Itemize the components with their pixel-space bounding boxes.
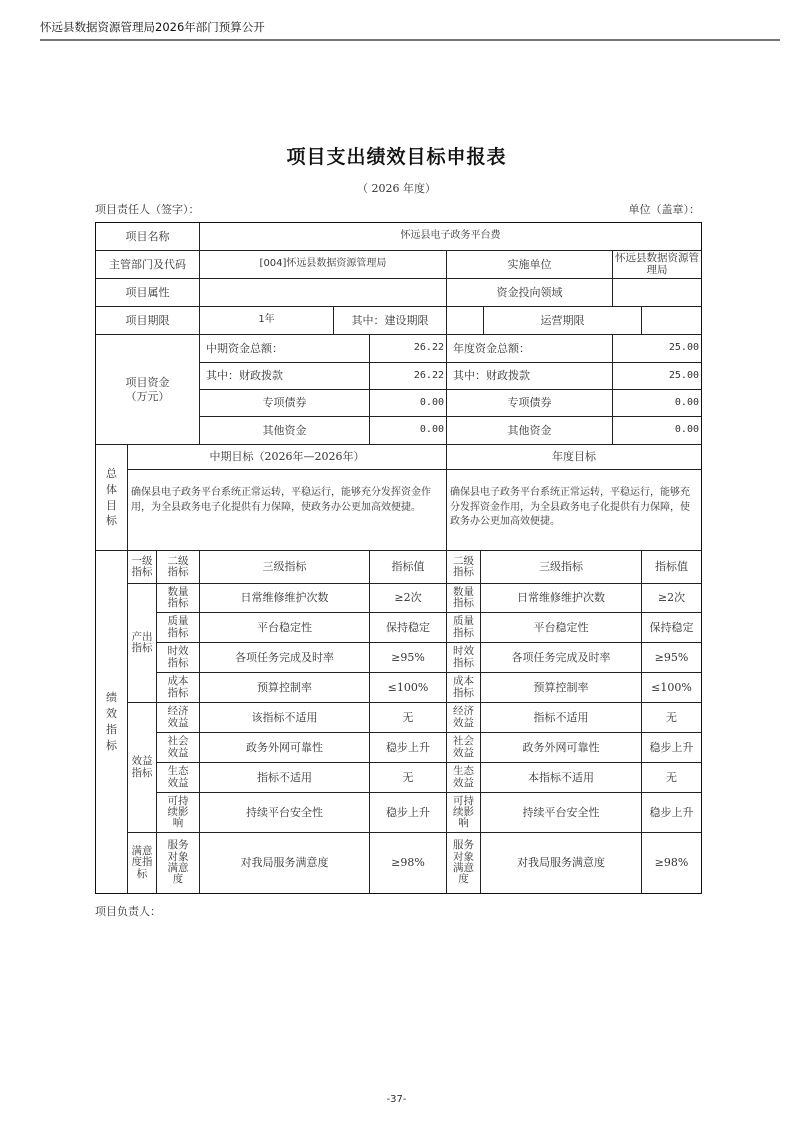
funds-mid-bond-value	[369, 389, 447, 417]
indicator-level3-text: 预算控制率	[257, 680, 312, 694]
indicator-value-text: ≥2次	[394, 591, 422, 605]
funds-year-other-value-text: 0.00	[674, 424, 699, 436]
indicator-value-text: 稳步上升	[386, 740, 430, 754]
indicator-value-annual-text: ≤100%	[651, 680, 692, 694]
form-title: 项目支出绩效目标申报表	[286, 146, 507, 168]
funds-year-fiscal-value	[612, 362, 702, 390]
level3-header-annual	[480, 550, 642, 584]
indicator-value-annual	[641, 792, 702, 833]
indicator-level3	[199, 732, 370, 763]
dept-label	[95, 250, 200, 279]
indicator-value-text: ≥98%	[391, 856, 425, 870]
indicator-level3-annual	[480, 832, 642, 894]
indicator-value-annual-text: 保持稳定	[649, 620, 694, 634]
funds-mid-total-value	[369, 334, 447, 363]
indicator-level3-annual	[480, 792, 642, 833]
indicator-value	[369, 612, 447, 643]
indicator-level3	[199, 612, 370, 643]
indicator-value-annual	[641, 832, 702, 894]
indicator-level2-annual	[446, 732, 481, 763]
impl-unit-value-text: 怀远县数据资源管理局	[615, 252, 699, 276]
funds-mid-total-label	[199, 334, 370, 363]
indicator-value-annual-text: ≥98%	[654, 856, 689, 870]
group-output-indicators-text: 产出 指标	[131, 630, 153, 654]
dept-value	[199, 250, 447, 279]
level2-header-text: 二级 指标	[167, 554, 189, 578]
indicator-level3-annual-text: 平台稳定性	[533, 620, 589, 634]
mid-term-goal-text	[127, 469, 447, 551]
funds-year-other-label-text: 其他资金	[507, 423, 552, 437]
indicator-level3	[199, 832, 370, 894]
performance-indicators-label	[95, 550, 128, 894]
impl-unit-value	[612, 250, 702, 279]
indicator-level2-annual	[446, 583, 481, 613]
project-name-label-text: 项目名称	[125, 229, 170, 243]
performance-indicators-label-text: 绩 效 指 标	[106, 691, 117, 752]
funds-year-other-label	[446, 416, 613, 445]
funds-year-total-value-text: 25.00	[668, 342, 699, 354]
funds-year-total-value	[612, 334, 702, 363]
period-value-text: 1年	[258, 314, 275, 326]
funds-label-text: 项目资金 （万元）	[125, 375, 170, 403]
funds-year-total-label	[446, 334, 613, 363]
indicator-value-text: 无	[402, 770, 414, 784]
indicator-level3-annual	[480, 672, 642, 703]
indicator-level2-text: 可持 续影 响	[167, 794, 189, 830]
funds-mid-fiscal-value	[369, 362, 447, 390]
indicator-level2-annual	[446, 642, 481, 673]
indicator-level3-text: 日常维修维护次数	[240, 591, 329, 605]
funds-year-total-label-text: 年度资金总额：	[453, 341, 530, 355]
funds-label	[95, 334, 200, 445]
build-period-label	[333, 306, 447, 335]
value-header-text: 指标值	[391, 560, 425, 574]
indicator-value-annual-text: 无	[666, 710, 677, 724]
mid-term-goal-text-text: 确保县电子政务平台系统正常运转，平稳运行，能够充分发挥资金作用，为全县政务电子化提供有力保障，使政务办公更加高效便捷。	[131, 487, 431, 513]
funds-year-bond-label-text: 专项债券	[507, 396, 552, 410]
funds-mid-other-label	[199, 416, 370, 445]
funds-year-fiscal-label-text: 其中：财政拨款	[453, 369, 530, 383]
build-period-value	[446, 306, 484, 335]
indicator-level3	[199, 642, 370, 673]
funds-year-bond-label	[446, 389, 613, 417]
funds-mid-bond-label-text: 专项债券	[262, 396, 307, 410]
level1-header	[127, 550, 157, 584]
group-satisfaction-indicators	[127, 832, 157, 894]
period-value	[199, 306, 334, 335]
indicator-value	[369, 672, 447, 703]
indicator-value	[369, 832, 447, 894]
project-name-value	[199, 222, 702, 251]
ops-period-value	[641, 306, 702, 335]
indicator-value-annual-text: ≥95%	[654, 650, 689, 664]
indicator-value	[369, 702, 447, 733]
funds-mid-other-value-text: 0.00	[419, 424, 444, 436]
project-name-value-text: 怀远县电子政务平台费	[400, 230, 501, 242]
indicator-level3-annual	[480, 612, 642, 643]
indicator-level2-text: 经济 效益	[167, 705, 189, 729]
group-benefit-indicators	[127, 702, 157, 833]
project-attr-value	[199, 278, 447, 307]
indicator-value	[369, 792, 447, 833]
responsible-signature-label: 项目责任人（签字）：	[95, 203, 200, 216]
indicator-value	[369, 732, 447, 763]
indicator-level3-annual-text: 本指标不适用	[528, 770, 594, 784]
indicator-level3-text: 持续平台安全性	[246, 805, 323, 819]
indicator-level2-annual-text: 生态 效益	[453, 765, 474, 789]
indicator-level3-annual	[480, 702, 642, 733]
indicator-level2-annual-text: 质量 指标	[453, 615, 474, 639]
indicator-level2	[156, 732, 200, 763]
unit-seal-label: 单位（盖章）：	[628, 203, 700, 216]
indicator-level2-annual	[446, 832, 481, 894]
indicator-value-annual	[641, 732, 702, 763]
indicator-level2-text: 数量 指标	[167, 585, 189, 609]
dept-value-text: [004]怀远县数据资源管理局	[259, 258, 387, 270]
indicator-value-annual-text: 稳步上升	[649, 805, 694, 819]
level1-header-text: 一级 指标	[131, 554, 153, 578]
indicator-level2-text: 时效 指标	[167, 645, 189, 669]
level2-header-annual-text: 二级 指标	[453, 554, 474, 578]
funds-mid-bond-label	[199, 389, 370, 417]
impl-unit-label	[446, 250, 613, 279]
value-header	[369, 550, 447, 584]
indicator-level3	[199, 762, 370, 793]
indicator-level2-annual-text: 服务 对象 满意 度	[453, 839, 474, 886]
project-attr-label-text: 项目属性	[125, 285, 170, 299]
document-header: 怀远县数据资源管理局2026年部门预算公开	[40, 20, 265, 34]
annual-goal-text-text: 确保县电子政务平台系统正常运转，平稳运行，能够充分发挥资金作用，为全县政务电子化提供有力保障，使政务办公更加高效便捷。	[450, 487, 690, 527]
level3-header-annual-text: 三级指标	[539, 560, 583, 574]
funds-year-other-value	[612, 416, 702, 445]
indicator-level2-text: 质量 指标	[167, 615, 189, 639]
indicator-level3-text: 政务外网可靠性	[246, 740, 323, 754]
ops-period-label-text: 运营期限	[540, 313, 585, 327]
funds-year-bond-value-text: 0.00	[674, 396, 699, 408]
indicator-level2-annual-text: 社会 效益	[453, 735, 474, 759]
indicator-level3	[199, 792, 370, 833]
indicator-level3-text: 各项任务完成及时率	[235, 650, 334, 664]
level2-header	[156, 550, 200, 584]
group-benefit-indicators-text: 效益 指标	[131, 755, 153, 779]
indicator-level3-annual-text: 各项任务完成及时率	[511, 650, 611, 664]
indicator-level2-annual-text: 成本 指标	[453, 675, 474, 699]
indicator-level2-annual-text: 数量 指标	[453, 585, 474, 609]
dept-label-text: 主管部门及代码	[109, 257, 186, 271]
project-attr-label	[95, 278, 200, 307]
indicator-level2-annual	[446, 702, 481, 733]
funds-mid-fiscal-label	[199, 362, 370, 390]
indicator-level2-annual-text: 可持 续影 响	[453, 794, 474, 830]
indicator-level2	[156, 583, 200, 613]
indicator-level2-annual-text: 经济 效益	[453, 705, 474, 729]
form-year: （ 2026 年度）	[357, 182, 436, 195]
indicator-level2	[156, 702, 200, 733]
level2-header-annual	[446, 550, 481, 584]
indicator-level3-annual-text: 日常维修维护次数	[517, 591, 605, 605]
indicator-level3	[199, 583, 370, 613]
build-period-label-text: 其中：建设期限	[351, 313, 429, 327]
period-label	[95, 306, 200, 335]
indicator-level3	[199, 702, 370, 733]
indicator-level2-text: 成本 指标	[167, 675, 189, 699]
indicator-value	[369, 762, 447, 793]
fund-field-label-text: 资金投向领域	[496, 285, 563, 299]
funds-mid-other-value	[369, 416, 447, 445]
indicator-level2-annual	[446, 612, 481, 643]
indicator-level2	[156, 832, 200, 894]
indicator-value	[369, 642, 447, 673]
funds-year-bond-value	[612, 389, 702, 417]
indicator-level3-annual-text: 指标不适用	[533, 710, 589, 724]
indicator-level2	[156, 762, 200, 793]
indicator-level2	[156, 642, 200, 673]
funds-year-fiscal-value-text: 25.00	[668, 369, 699, 381]
funds-mid-other-label-text: 其他资金	[262, 423, 307, 437]
indicator-level2-annual	[446, 792, 481, 833]
project-name-label	[95, 222, 200, 251]
project-leader-label: 项目负责人：	[95, 905, 161, 918]
indicator-level3-annual	[480, 583, 642, 613]
indicator-level3-text: 指标不适用	[257, 770, 312, 784]
mid-term-goal-header-text: 中期目标（2026年—2026年）	[209, 450, 365, 464]
impl-unit-label-text: 实施单位	[507, 257, 552, 271]
funds-mid-total-value-text: 26.22	[413, 342, 444, 354]
indicator-level2-text: 服务 对象 满意 度	[167, 839, 189, 886]
ops-period-label	[483, 306, 642, 335]
indicator-level3-annual-text: 预算控制率	[533, 680, 589, 694]
overall-goal-label	[95, 444, 128, 551]
indicator-level2-annual	[446, 672, 481, 703]
indicator-level3-annual	[480, 762, 642, 793]
indicator-value-text: 稳步上升	[386, 805, 430, 819]
annual-goal-text	[446, 469, 702, 551]
funds-year-fiscal-label	[446, 362, 613, 390]
annual-goal-header-text: 年度目标	[552, 450, 596, 464]
fund-field-label	[446, 278, 613, 307]
indicator-level2-text: 社会 效益	[167, 735, 189, 759]
indicator-value-annual	[641, 672, 702, 703]
value-header-annual-text: 指标值	[655, 560, 688, 574]
indicator-value-text: 无	[402, 710, 414, 724]
funds-mid-bond-value-text: 0.00	[419, 396, 444, 408]
fund-field-value	[612, 278, 702, 307]
level3-header	[199, 550, 370, 584]
indicator-level2	[156, 672, 200, 703]
annual-goal-header	[446, 444, 702, 470]
indicator-value-text: ≤100%	[387, 680, 429, 694]
indicator-value-annual-text: 稳步上升	[649, 740, 694, 754]
header-divider	[40, 39, 780, 41]
group-satisfaction-indicators-text: 满意 度指 标	[131, 845, 153, 880]
funds-mid-fiscal-label-text: 其中：财政拨款	[206, 369, 283, 383]
indicator-level2-text: 生态 效益	[167, 765, 189, 789]
indicator-value-annual-text: ≥2次	[657, 591, 686, 605]
value-header-annual	[641, 550, 702, 584]
indicator-level3-annual-text: 对我局服务满意度	[517, 856, 605, 870]
indicator-value	[369, 583, 447, 613]
group-output-indicators	[127, 583, 157, 703]
indicator-value-annual	[641, 762, 702, 793]
indicator-level3	[199, 672, 370, 703]
indicator-value-annual-text: 无	[666, 770, 677, 784]
indicator-level2	[156, 612, 200, 643]
indicator-level3-text: 平台稳定性	[257, 620, 312, 634]
mid-term-goal-header	[127, 444, 447, 470]
funds-mid-fiscal-value-text: 26.22	[413, 369, 444, 381]
period-label-text: 项目期限	[125, 313, 170, 327]
indicator-level3-annual-text: 政务外网可靠性	[522, 740, 600, 754]
indicator-value-annual	[641, 702, 702, 733]
level3-header-text: 三级指标	[262, 560, 307, 574]
indicator-level3-text: 对我局服务满意度	[240, 856, 329, 870]
funds-mid-total-label-text: 中期资金总额：	[206, 341, 283, 355]
indicator-level3-annual-text: 持续平台安全性	[522, 805, 600, 819]
indicator-level2-annual-text: 时效 指标	[453, 645, 474, 669]
indicator-level3-annual	[480, 732, 642, 763]
indicator-value-text: ≥95%	[391, 650, 425, 664]
indicator-value-annual	[641, 583, 702, 613]
indicator-level3-text: 该指标不适用	[251, 710, 318, 724]
indicator-value-annual	[641, 612, 702, 643]
overall-goal-label-text: 总 体 目 标	[106, 466, 117, 528]
indicator-level3-annual	[480, 642, 642, 673]
indicator-level2	[156, 792, 200, 833]
indicator-value-annual	[641, 642, 702, 673]
indicator-level2-annual	[446, 762, 481, 793]
page-number: -37-	[386, 1094, 407, 1105]
indicator-value-text: 保持稳定	[386, 620, 430, 634]
